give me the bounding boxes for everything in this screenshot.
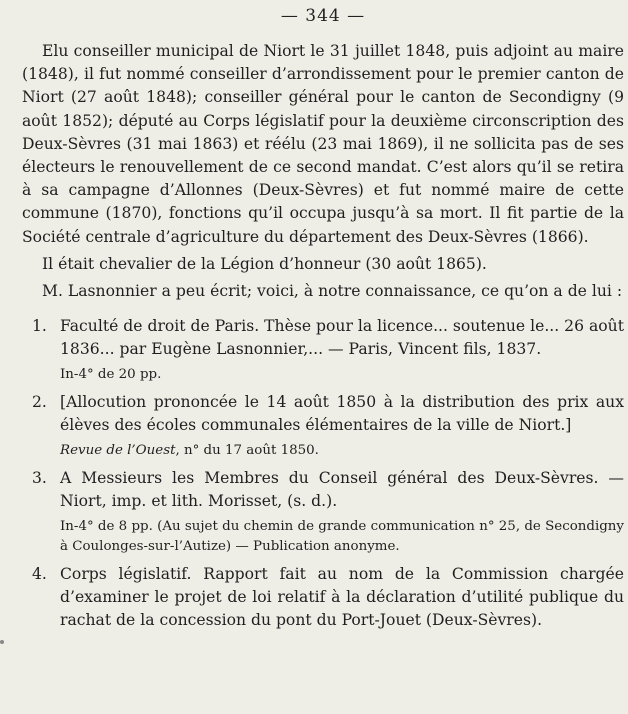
item-text: Faculté de droit de Paris. Thèse pour la licence... soutenue le... 26 août 1836... par Eugène Lasnonnier,... — Paris, Vincent fils, 1837. (60, 317, 624, 359)
page-number: — 344 — (280, 6, 366, 26)
item-note (22, 441, 624, 461)
item-number: 4. (32, 565, 47, 584)
list-item (22, 391, 624, 437)
list-item (22, 467, 624, 513)
item-text: A Messieurs les Membres du Conseil général des Deux-Sèvres. — Niort, imp. et lith. Morisset, (s. d.). (60, 469, 624, 511)
item-note-source: Revue de l’Ouest (60, 443, 176, 459)
item-note-text: In-4° de 20 pp. (60, 367, 162, 383)
biography-paragraph: Elu conseiller municipal de Niort le 31 juillet 1848, puis adjoint au maire (1848), il fut nommé conseiller d’arrondissement pour le premier canton de Niort (27 août 1848); conseiller général pour le canton de Secondigny (9 août 1852); député au Corps législatif pour la deuxième circonscription des Deux-Sèvres (31 mai 1863) et réélu (23 mai 1869), il ne sollicita pas de ses électeurs le renouvellement de ce second mandat. C’est alors qu’il se retira à sa campagne d’Allonnes (Deux-Sèvres) et fut nommé maire de cette commune (1870), fonctions qu’il occupa jusqu’à sa mort. Il fit partie de la Société centrale d’agriculture du département des Deux-Sèvres (1866). (22, 42, 624, 246)
works-list (22, 315, 624, 632)
item-number: 2. (32, 393, 47, 412)
margin-mark (0, 640, 4, 644)
item-text: [Allocution prononcée le 14 août 1850 à la distribution des prix aux élèves des écoles communales élémentaires de la ville de Niort.] (60, 393, 624, 435)
works-intro-paragraph: M. Lasnonnier a peu écrit; voici, à notre connaissance, ce qu’on a de lui : (42, 282, 623, 301)
item-note (22, 365, 624, 385)
item-note-text: , n° du 17 août 1850. (175, 443, 319, 459)
item-text: Corps législatif. Rapport fait au nom de la Commission chargée d’examiner le projet de loi relatif à la déclaration d’utilité publique du rachat de la concession du pont du Port-Jouet (Deux-Sèvres). (60, 565, 624, 630)
item-number: 1. (32, 317, 47, 336)
list-item (22, 315, 624, 361)
honor-paragraph: Il était chevalier de la Légion d’honneur (30 août 1865). (42, 254, 487, 273)
item-note (22, 517, 624, 557)
item-note-text: In-4° de 8 pp. (Au sujet du chemin de grande communication n° 25, de Secondigny à Coulonges-sur-l’Autize) — Publication anonyme. (60, 519, 624, 555)
list-item (22, 563, 624, 632)
item-number: 3. (32, 469, 47, 488)
